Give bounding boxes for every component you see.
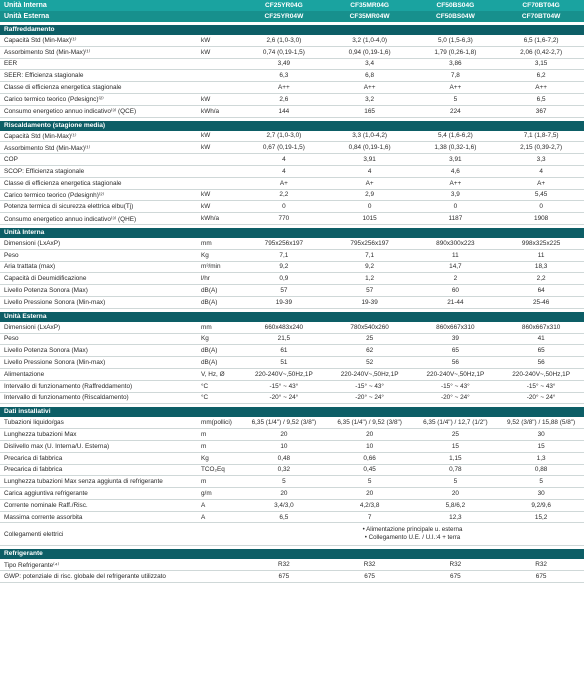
unit: kW — [201, 48, 211, 56]
spec-row — [0, 166, 584, 178]
parameter-name: SEER: Efficienza stagionale — [4, 72, 84, 80]
unit: kW — [201, 95, 211, 103]
value-cell: 65 — [451, 347, 459, 355]
spec-row — [0, 273, 584, 285]
spec-row — [0, 190, 584, 202]
value-cell: 4 — [367, 167, 372, 175]
parameter-name: Classe di efficienza energetica stagionale — [4, 179, 122, 187]
outdoor-model: CF25YR04W — [264, 13, 304, 20]
unit: Kg — [201, 335, 209, 343]
section-title: Unità Esterna — [0, 312, 584, 322]
section-title: Riscaldamento (stagione media) — [0, 121, 584, 131]
value-cell: 3,86 — [449, 60, 462, 68]
unit: kW — [201, 132, 211, 140]
value-cell: 675 — [535, 573, 547, 581]
unit: g/m — [201, 489, 212, 497]
value-cell: 52 — [366, 359, 374, 367]
indoor-models-row — [0, 0, 584, 11]
value-cell: 64 — [537, 287, 545, 295]
spec-row — [0, 381, 584, 393]
parameter-name: Peso — [4, 251, 19, 259]
value-cell: 20 — [366, 431, 374, 438]
value-cell: 2,7 (1,0-3,0) — [266, 132, 302, 140]
unit: °C — [201, 382, 209, 390]
parameter-name: Livello Pressione Sonora (Min-max) — [4, 359, 106, 367]
spec-row — [0, 322, 584, 334]
indoor-unit-label: Unità Interna — [4, 2, 47, 9]
value-cell: 30 — [537, 489, 545, 497]
value-cell: R32 — [363, 561, 376, 569]
value-cell: R32 — [278, 561, 290, 569]
value-cell: 9,2 — [365, 263, 375, 271]
value-cell: -15° ~ 43° — [526, 382, 556, 390]
value-cell: 4 — [282, 167, 286, 175]
value-cell: 3,3 (1,0-4,2) — [352, 132, 388, 140]
indoor-model: CF35MR04G — [350, 2, 390, 9]
value-cell: -20° ~ 24° — [269, 394, 299, 402]
parameter-name: Dislivello max (U. Interna/U. Esterna) — [4, 442, 110, 450]
value-cell: 3,3 — [536, 156, 546, 164]
value-cell: A++ — [278, 84, 290, 92]
spec-row — [0, 70, 584, 82]
value-cell: 0,78 — [449, 466, 462, 474]
value-cell: 3,4/3,0 — [274, 501, 294, 509]
spec-row — [0, 559, 584, 571]
spec-row — [0, 500, 584, 512]
value-cell: 224 — [450, 107, 461, 115]
value-cell: R32 — [449, 561, 462, 569]
value-cell: 0 — [367, 203, 372, 211]
spec-row — [0, 453, 584, 465]
spec-row — [0, 178, 584, 190]
value-cell: 10 — [366, 442, 374, 450]
unit: m — [201, 431, 207, 438]
value-cell: 5 — [453, 95, 458, 103]
unit: A — [201, 501, 206, 509]
spec-row — [0, 262, 584, 274]
parameter-name: Livello Potenza Sonora (Max) — [4, 347, 88, 355]
spec-sections — [0, 25, 584, 583]
value-cell: 367 — [535, 107, 547, 115]
indoor-model: CF50BS04G — [436, 2, 475, 9]
value-cell: 6,3 — [279, 72, 289, 80]
parameter-name: Lunghezza tubazioni Max — [4, 431, 77, 438]
value-cell: 6,8 — [365, 72, 375, 80]
value-cell: 5 — [367, 478, 372, 486]
value-cell: A+ — [279, 179, 288, 187]
value-cell: 2,15 (0,39-2,7) — [520, 144, 563, 152]
value-cell: -15° ~ 43° — [441, 382, 470, 390]
value-cell: A++ — [449, 179, 462, 187]
value-cell: 21,5 — [277, 335, 291, 343]
value-cell: 7 — [367, 513, 372, 521]
spec-row — [0, 47, 584, 59]
value-cell: 0,74 (0,19-1,5) — [262, 48, 305, 56]
spec-row — [0, 369, 584, 381]
unit: kW — [201, 191, 211, 199]
value-cell: 7,1 — [365, 251, 375, 259]
unit: kW — [201, 203, 211, 211]
parameter-name: Aria trattata (max) — [4, 263, 56, 271]
value-cell: 1,79 (0,26-1,8) — [434, 48, 477, 56]
unit: l/hr — [201, 275, 210, 283]
unit: dB(A) — [201, 287, 218, 295]
spec-row — [0, 142, 584, 154]
value-cell: 860x667x310 — [436, 323, 475, 331]
value-cell: 20 — [280, 431, 288, 438]
outdoor-model: CF70BT04W — [521, 13, 561, 20]
unit: mm — [201, 239, 212, 247]
value-cell: 3,4 — [365, 60, 375, 68]
value-cell: 5 — [453, 478, 458, 486]
unit: m³/min — [201, 263, 221, 271]
value-cell: 0,88 — [534, 466, 548, 474]
value-cell: 0,48 — [277, 454, 291, 462]
value-cell: 3,49 — [277, 60, 291, 68]
spec-row — [0, 82, 584, 94]
value-cell: A++ — [535, 84, 547, 92]
value-cell: 56 — [451, 359, 459, 367]
section-title: Dati installativi — [0, 407, 584, 417]
parameter-name: Consumo energetico annuo indicativo⁽³⁾ (QHE) — [4, 215, 137, 223]
value-cell: 1,15 — [449, 454, 462, 462]
value-cell: 4 — [282, 156, 286, 164]
value-cell: 780x540x260 — [350, 323, 389, 331]
wiring-note-line: • Alimentazione principale u. esterna — [362, 526, 463, 534]
parameter-name: Assorbimento Std (Min-Max)⁽¹⁾ — [4, 144, 91, 152]
parameter-name: Precarica di fabbrica — [4, 454, 63, 462]
unit: Kg — [201, 251, 209, 259]
parameter-name: Corrente nominale Raff./Risc. — [4, 501, 88, 509]
outdoor-model: CF50BS04W — [435, 13, 475, 20]
value-cell: 57 — [280, 287, 288, 295]
wiring-row — [0, 523, 584, 546]
value-cell: 0 — [453, 203, 458, 211]
value-cell: 0,9 — [279, 275, 289, 283]
spec-row — [0, 285, 584, 297]
value-cell: 6,35 (1/4") / 9,52 (3/8") — [251, 419, 317, 427]
value-cell: 6,5 — [279, 513, 289, 521]
value-cell: 675 — [450, 573, 461, 581]
value-cell: -15° ~ 43° — [355, 382, 384, 390]
value-cell: A++ — [363, 84, 376, 92]
value-cell: 220-240V~,50Hz,1P — [426, 370, 485, 378]
value-cell: 795x256x197 — [350, 239, 389, 247]
outdoor-unit-label: Unità Esterna — [4, 13, 50, 20]
parameter-name: Intervallo di funzionamento (Raffreddamento) — [4, 382, 133, 390]
value-cell: 7,1 — [279, 251, 289, 259]
spec-row — [0, 417, 584, 429]
value-cell: 6,5 (1,6-7,2) — [523, 36, 559, 44]
value-cell: 144 — [278, 107, 290, 115]
value-cell: A+ — [537, 179, 546, 187]
value-cell: 5 — [539, 478, 543, 486]
parameter-name: Intervallo di funzionamento (Riscaldamento) — [4, 394, 129, 402]
parameter-name: Precarica di fabbrica — [4, 466, 63, 474]
parameter-name: Potenza termica di sicurezza elettrica elbu(Tj) — [4, 203, 134, 211]
value-cell: 2,6 — [279, 95, 289, 103]
value-cell: 2,2 — [536, 275, 546, 283]
value-cell: 220-240V~,50Hz,1P — [340, 370, 399, 378]
value-cell: 20 — [451, 489, 459, 497]
value-cell: 39 — [451, 335, 459, 343]
value-cell: 61 — [280, 347, 288, 355]
value-cell: 998x325x225 — [521, 239, 561, 247]
spec-row — [0, 393, 584, 405]
value-cell: 2,6 (1,0-3,0) — [266, 36, 302, 44]
unit: dB(A) — [201, 347, 218, 355]
value-cell: 0 — [282, 203, 286, 211]
spec-row — [0, 35, 584, 47]
value-cell: 19-39 — [275, 298, 293, 306]
value-cell: 1015 — [362, 215, 377, 223]
spec-row — [0, 334, 584, 346]
spec-row — [0, 201, 584, 213]
section-title: Raffreddamento — [0, 25, 584, 35]
spec-row — [0, 488, 584, 500]
indoor-model: CF70BT04G — [522, 2, 560, 9]
section-title: Unità Interna — [0, 228, 584, 238]
value-cell: 1,2 — [365, 275, 375, 283]
value-cell: 890x300x223 — [436, 239, 475, 247]
spec-row — [0, 106, 584, 118]
parameter-name: Assorbimento Std (Min-Max)⁽¹⁾ — [4, 49, 91, 57]
unit: m — [201, 442, 207, 450]
value-cell: 3,2 (1,0-4,0) — [352, 36, 388, 44]
parameter-name: Carico termico teorico (Pdesignh)⁽²⁾ — [4, 191, 105, 199]
value-cell: 3,91 — [449, 156, 462, 164]
wiring-notes — [241, 526, 584, 542]
outdoor-model: CF35MR04W — [349, 13, 390, 20]
value-cell: 11 — [452, 251, 459, 259]
value-cell: A++ — [449, 84, 462, 92]
spec-row — [0, 357, 584, 369]
value-cell: 1187 — [448, 215, 463, 223]
value-cell: 12,3 — [449, 513, 462, 521]
value-cell: 62 — [366, 347, 374, 355]
parameter-name: Capacità Std (Min-Max)⁽¹⁾ — [4, 132, 77, 140]
value-cell: 220-240V~,50Hz,1P — [255, 370, 313, 378]
unit: dB(A) — [201, 298, 218, 306]
parameter-name: EER — [4, 60, 18, 68]
parameter-name: Classe di efficienza energetica stagionale — [4, 84, 122, 92]
spec-row — [0, 476, 584, 488]
value-cell: 6,35 (1/4") / 9,52 (3/8") — [337, 419, 402, 427]
value-cell: 11 — [537, 251, 545, 259]
value-cell: 19-39 — [361, 298, 378, 306]
value-cell: 9,52 (3/8") / 15,88 (5/8") — [507, 419, 576, 427]
value-cell: 25 — [451, 431, 459, 438]
value-cell: 4,2/3,8 — [359, 501, 380, 509]
value-cell: 6,35 (1/4") / 12,7 (1/2") — [423, 419, 488, 427]
value-cell: 20 — [280, 489, 288, 497]
value-cell: 30 — [537, 431, 545, 438]
value-cell: 675 — [278, 573, 290, 581]
unit: kWh/a — [201, 215, 220, 223]
parameter-name: Tipo Refrigerante⁽⁴⁾ — [4, 561, 60, 569]
value-cell: 220-240V~,50Hz,1P — [512, 370, 570, 378]
value-cell: 15 — [537, 442, 545, 450]
unit: mm(pollici) — [201, 419, 232, 427]
value-cell: 3,2 — [365, 95, 375, 103]
value-cell: 65 — [537, 347, 545, 355]
model-header — [0, 0, 584, 22]
value-cell: R32 — [535, 561, 547, 569]
spec-row — [0, 297, 584, 309]
unit: dB(A) — [201, 359, 218, 367]
value-cell: 18,3 — [534, 263, 548, 271]
value-cell: 0,94 (0,19-1,6) — [348, 48, 391, 56]
spec-row — [0, 571, 584, 583]
unit: °C — [201, 394, 209, 402]
value-cell: 3,91 — [363, 156, 376, 164]
spec-row — [0, 512, 584, 524]
value-cell: 0,45 — [363, 466, 376, 474]
value-cell: 6,2 — [536, 72, 546, 80]
parameter-name: Dimensioni (LxAxP) — [4, 239, 61, 247]
spec-row — [0, 59, 584, 71]
parameter-name: Capacità Std (Min-Max)⁽¹⁾ — [4, 37, 77, 45]
unit: TCO₂Eq — [201, 466, 225, 474]
value-cell: 56 — [537, 359, 545, 367]
value-cell: 5,45 — [534, 191, 548, 199]
parameter-name: Livello Pressione Sonora (Min-max) — [4, 298, 106, 306]
parameter-name: Dimensioni (LxAxP) — [4, 323, 61, 331]
parameter-name: Carica aggiuntiva refrigerante — [4, 489, 88, 497]
value-cell: 1908 — [534, 215, 549, 223]
value-cell: 15,2 — [534, 513, 548, 521]
outdoor-models-row — [0, 11, 584, 22]
value-cell: 25-46 — [532, 298, 550, 306]
parameter-name: Lunghezza tubazioni Max senza aggiunta di refrigerante — [4, 478, 163, 486]
value-cell: 660x483x240 — [264, 323, 304, 331]
value-cell: 7,1 (1,8-7,5) — [523, 132, 559, 140]
value-cell: 0,84 (0,19-1,6) — [348, 144, 391, 152]
value-cell: 5,4 (1,6-6,2) — [437, 132, 473, 140]
spec-row — [0, 429, 584, 441]
indoor-model: CF25YR04G — [265, 2, 303, 9]
spec-row — [0, 238, 584, 250]
value-cell: 2,2 — [279, 191, 289, 199]
unit: mm — [201, 323, 212, 331]
parameter-name: Capacità di Deumidificazione — [4, 275, 87, 283]
spec-row — [0, 154, 584, 166]
value-cell: 41 — [537, 335, 545, 343]
value-cell: 5,0 (1,5-6,3) — [437, 36, 473, 44]
parameter-name: SCOP: Efficienza stagionale — [4, 167, 85, 175]
value-cell: 5,8/6,2 — [445, 501, 466, 509]
value-cell: 1,38 (0,32-1,6) — [434, 144, 477, 152]
value-cell: 4 — [539, 167, 543, 175]
parameter-name: COP — [4, 156, 18, 164]
value-cell: A+ — [365, 179, 374, 187]
value-cell: 10 — [280, 442, 288, 450]
value-cell: 5 — [282, 478, 286, 486]
parameter-name: Consumo energetico annuo indicativo⁽³⁾ (QCE) — [4, 108, 137, 116]
spec-row — [0, 131, 584, 143]
unit: kW — [201, 144, 211, 152]
value-cell: 165 — [364, 107, 375, 115]
spec-row — [0, 250, 584, 262]
value-cell: 0,66 — [363, 454, 376, 462]
parameter-name: Alimentazione — [4, 370, 45, 378]
value-cell: -20° ~ 24° — [355, 394, 384, 402]
unit: A — [201, 513, 206, 521]
unit: kW — [201, 36, 211, 44]
section-title: Refrigerante — [0, 549, 584, 559]
value-cell: 675 — [364, 573, 375, 581]
value-cell: 6,5 — [536, 95, 546, 103]
parameter-name: Carico termico teorico (Pdesignc)⁽²⁾ — [4, 96, 104, 104]
value-cell: 860x667x310 — [521, 323, 561, 331]
value-cell: 9,2/9,6 — [531, 501, 551, 509]
value-cell: 0,67 (0,19-1,5) — [262, 144, 305, 152]
value-cell: 4,6 — [450, 167, 460, 175]
spec-row — [0, 465, 584, 477]
value-cell: 2,9 — [365, 191, 375, 199]
value-cell: 795x256x197 — [264, 239, 304, 247]
unit: Kg — [201, 454, 209, 462]
value-cell: 2,06 (0,42-2,7) — [520, 48, 563, 56]
parameter-name: Peso — [4, 335, 19, 343]
unit: m — [201, 478, 207, 486]
parameter-name: Livello Potenza Sonora (Max) — [4, 287, 88, 295]
value-cell: -20° ~ 24° — [526, 394, 556, 402]
value-cell: 20 — [366, 489, 374, 497]
value-cell: 0 — [539, 203, 543, 211]
value-cell: 14,7 — [449, 263, 462, 271]
value-cell: 7,8 — [450, 72, 460, 80]
parameter-name: Massima corrente assorbita — [4, 513, 83, 521]
wiring-note-line: • Collegamento U.E. / U.I.:4 + terra — [364, 534, 461, 542]
value-cell: 3,9 — [450, 191, 460, 199]
value-cell: 51 — [280, 359, 288, 367]
value-cell: 770 — [278, 215, 290, 223]
unit: kWh/a — [201, 107, 220, 115]
value-cell: 57 — [366, 287, 374, 295]
value-cell: 3,15 — [534, 60, 548, 68]
value-cell: -20° ~ 24° — [441, 394, 470, 402]
value-cell: -15° ~ 43° — [269, 382, 299, 390]
value-cell: 60 — [451, 287, 459, 295]
spec-row — [0, 441, 584, 453]
spec-row — [0, 94, 584, 106]
value-cell: 21-44 — [447, 298, 464, 306]
parameter-name: Collegamenti elettrici — [4, 530, 64, 538]
value-cell: 15 — [451, 442, 459, 450]
value-cell: 25 — [366, 335, 374, 343]
parameter-name: Tubazioni liquido/gas — [4, 419, 64, 427]
value-cell: 9,2 — [279, 263, 289, 271]
value-cell: 1,3 — [536, 454, 546, 462]
value-cell: 0,32 — [277, 466, 291, 474]
spec-row — [0, 213, 584, 225]
unit: V, Hz, Ø — [201, 370, 225, 378]
spec-row — [0, 345, 584, 357]
value-cell: 2 — [453, 275, 458, 283]
parameter-name: GWP: potenziale di risc. globale del refrigerante utilizzato — [4, 573, 166, 581]
